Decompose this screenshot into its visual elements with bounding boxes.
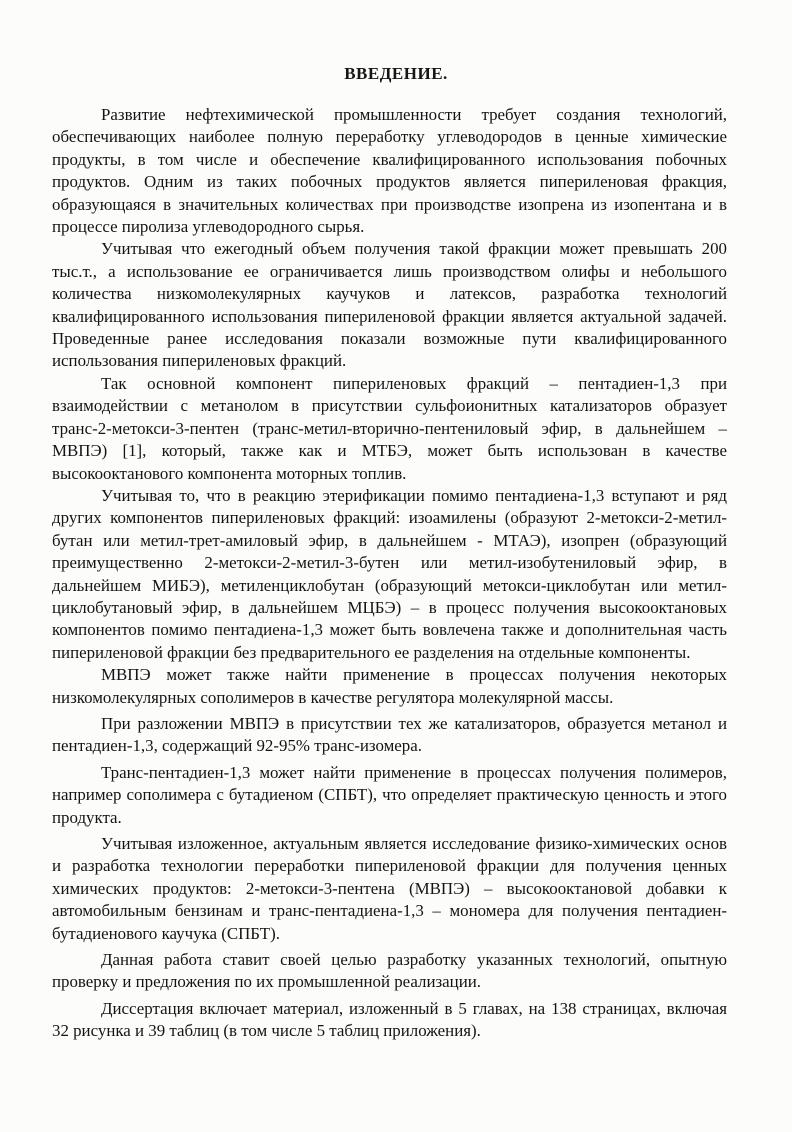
paragraph-7: Транс-пентадиен-1,3 может найти применение в процессах получения полимеров, например сополимера с бутадиеном (СПБТ), что определяет практическую ценность и этого продукта. [52,762,727,827]
paragraph-8: Учитывая изложенное, актуальным является исследование физико-химических основ и разработка технологии переработки пипериленовой фракции для получения ценных химических продуктов: 2-метокси-3-пентена (МВПЭ) – высокооктановой добавки к автомобильным бензинам и транс-пентадиена-1,3 – мономера для получения пентадиен-бутадиенового каучука (СПБТ). [52,834,727,943]
section-title: ВВЕДЕНИЕ. [344,64,448,83]
paragraph-3: Так основной компонент пипериленовых фракций – пентадиен-1,3 при взаимодействии с метанолом в присутствии сульфоионитных катализаторов образует транс-2-метокси-3-пентен (транс-метил-вторично-пентениловый эфир, в дальнейшем – МВПЭ) [1], который, также как и МТБЭ, может быть использован в качестве высокооктанового компонента моторных топлив. [52,373,727,483]
paragraph-9: Данная работа ставит своей целью разработку указанных технологий, опытную проверку и предложения по их промышленной реализации. [52,950,727,992]
paragraph-6: При разложении МВПЭ в присутствии тех же катализаторов, образуется метанол и пентадиен-1,3, содержащий 92-95% транс-изомера. [52,713,727,756]
body-text [52,104,727,1043]
paragraph-1: Развитие нефтехимической промышленности требует создания технологий, обеспечивающих наиболее полную переработку углеводородов в ценные химические продукты, в том числе и обеспечение квалифицированного использования побочных продуктов. Одним из таких побочных продуктов является пипериленовая фракция, образующаяся в значительных количествах при производстве изопрена из изопентана и в процессе пиролиза углеводородного сырья. [52,105,727,237]
paragraph-4: Учитывая то, что в реакцию этерификации помимо пентадиена-1,3 вступают и ряд других компонентов пипериленовых фракций: изоамилены (образуют 2-метокси-2-метил-бутан или метил-трет-амиловый эфир, в дальнейшем - МТАЭ), изопрен (образующий преимущественно 2-метокси-2-метил-3-бутен или метил-изобутениловый эфир, в дальнейшем МИБЭ), метиленциклобутан (образующий метокси-циклобутан или метил-циклобутановый эфир, в дальнейшем МЦБЭ) – в процесс получения высокооктановых компонентов помимо пентадиена-1,3 может быть вовлечена также и дополнительная часть пипериленовой фракции без предварительного ее разделения на отдельные компоненты. [52,485,727,662]
paragraph-2: Учитывая что ежегодный объем получения такой фракции может превышать 200 тыс.т., а использование ее ограничивается лишь производством олифы и небольшого количества низкомолекулярных каучуков и латексов, разработка технологий квалифицированного использования пипериленовой фракции является актуальной задачей. Проведенные ранее исследования показали возможные пути квалифицированного использования пипериленовых фракций. [52,239,727,371]
paragraph-5: МВПЭ может также найти применение в процессах получения некоторых низкомолекулярных сополимеров в качестве регулятора молекулярной массы. [52,665,727,707]
paragraph-10: Диссертация включает материал, изложенный в 5 главах, на 138 страницах, включая 32 рисунка и 39 таблиц (в том числе 5 таблиц приложения). [52,998,727,1041]
